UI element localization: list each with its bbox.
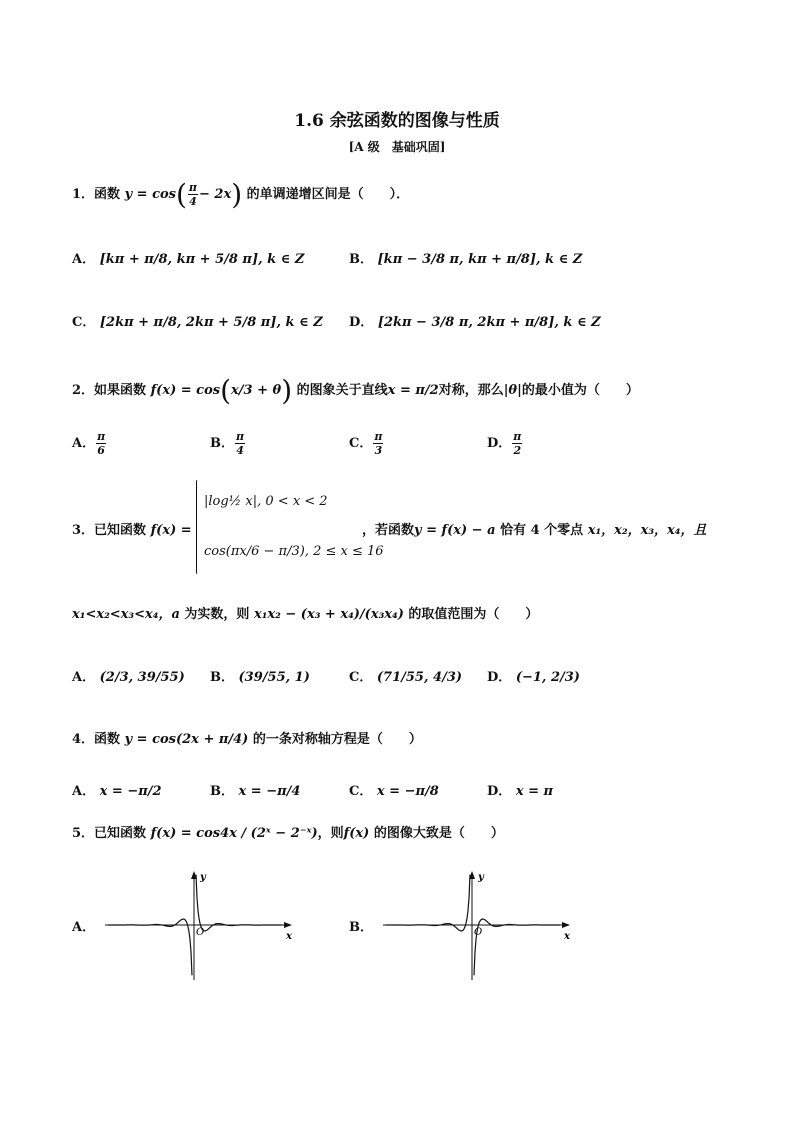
option-text: (39/55, 1) — [238, 670, 310, 685]
option-label: D． — [487, 436, 512, 451]
option-label: D． — [487, 784, 512, 799]
option-label: A． — [72, 436, 96, 451]
q1-option-c[interactable] — [72, 311, 323, 330]
q2-line: x = π/2 — [387, 383, 439, 398]
q2-option-b[interactable] — [210, 430, 246, 457]
y-axis-label: y — [200, 872, 206, 883]
option-label: C． — [349, 784, 373, 799]
q1-option-d[interactable] — [349, 311, 601, 330]
q3-zeros: x₁，x₂，x₃，x₄，且 — [587, 523, 707, 538]
q4-prefix: 4．函数 — [72, 732, 121, 747]
q2-abs: |θ| — [503, 383, 522, 398]
option-num: π — [513, 430, 522, 443]
option-text: [kπ + π/8, kπ + 5/8 π], k ∈ Z — [99, 252, 305, 267]
option-num: π — [374, 430, 383, 443]
q2-suffix1: 对称，那么 — [438, 383, 504, 398]
option-num: π — [97, 430, 106, 443]
x-axis-label: x — [286, 931, 292, 942]
q3-middle: ，若函数 — [362, 523, 415, 538]
option-label: A． — [72, 784, 96, 799]
question-3-line2 — [72, 603, 538, 622]
q5-fx: f(x) — [343, 826, 370, 841]
q4-func: y = cos(2x + π/4) — [124, 732, 249, 747]
q3-brace — [196, 480, 199, 574]
q3-order: x₁<x₂<x₃<x₄，a — [72, 607, 180, 622]
q4-option-c[interactable] — [349, 780, 439, 799]
option-label: A． — [72, 670, 96, 685]
option-text: x = −π/8 — [376, 784, 439, 799]
option-text: x = −π/2 — [99, 784, 162, 799]
q4-option-a[interactable] — [72, 780, 162, 799]
q3-case-1: |log½ x|, 0 < x < 2 — [204, 494, 328, 509]
q5-prefix: 5．已知函数 — [72, 826, 147, 841]
option-text: (−1, 2/3) — [515, 670, 580, 685]
option-label: C． — [349, 670, 373, 685]
x-axis-arrow — [284, 922, 292, 928]
option-text: [2kπ + π/8, 2kπ + 5/8 π], k ∈ Z — [99, 315, 323, 330]
q3-option-b[interactable] — [210, 666, 310, 685]
option-text: [2kπ − 3/8 π, 2kπ + π/8], k ∈ Z — [377, 315, 601, 330]
q2-suffix2: 的最小值为（ ） — [521, 383, 639, 398]
option-label: B． — [210, 436, 234, 451]
q2-arg: x/3 + θ — [231, 383, 282, 398]
option-num: π — [236, 430, 245, 443]
q3-gfunc: y = f(x) − a — [414, 523, 496, 538]
q1-option-a[interactable] — [72, 248, 304, 267]
q3-text2: 的取值范围为（ ） — [408, 607, 539, 622]
q3-expr: x₁x₂ − (x₃ + x₄)/(x₃x₄) — [253, 607, 404, 622]
y-axis-label: y — [478, 872, 484, 883]
option-text: (71/55, 4/3) — [376, 670, 463, 685]
question-3-line1 — [72, 519, 192, 538]
q1-arg-num: π — [188, 181, 197, 194]
q3-func: f(x) = — [150, 523, 192, 538]
question-4 — [72, 728, 422, 747]
q5-option-a-label[interactable]: A． — [72, 920, 96, 935]
q2-option-d[interactable] — [487, 430, 523, 457]
option-den: 2 — [513, 444, 522, 457]
q2-prefix: 2．如果函数 — [72, 383, 147, 398]
q2-option-c[interactable] — [349, 430, 384, 457]
option-text: x = −π/4 — [238, 784, 301, 799]
q4-option-d[interactable] — [487, 780, 553, 799]
q4-suffix: 的一条对称轴方程是（ ） — [252, 732, 422, 747]
option-label: D． — [349, 315, 374, 330]
q1-suffix: 的单调递增区间是（ ）． — [246, 187, 410, 202]
option-text: [kπ − 3/8 π, kπ + π/8], k ∈ Z — [377, 252, 583, 267]
question-1: 1．函数 y = cos( $\frac{\pi}{4}$ − 2x) 的单调递增区间是（ ）． — [72, 178, 410, 211]
option-label: C． — [72, 315, 96, 330]
q1-prefix: 1．函数 — [72, 187, 121, 202]
option-den: 3 — [374, 444, 383, 457]
question-2: 2．如果函数 f(x) = cos(x/3 + θ) 的图象关于直线x = π/2对称，那么|θ|的最小值为（ ） — [72, 374, 639, 407]
q2-option-a[interactable] — [72, 430, 107, 457]
question-5 — [72, 822, 504, 841]
q3-option-d[interactable] — [487, 666, 580, 685]
option-label: B． — [210, 670, 234, 685]
option-text: x = π — [515, 784, 554, 799]
q5-option-b-graph[interactable] — [378, 868, 578, 983]
q1-func: y = cos — [124, 187, 176, 202]
level-heading: [A 级 基础巩固] — [348, 140, 446, 154]
q1-option-b[interactable] — [349, 248, 582, 267]
q1-arg-den: 4 — [189, 195, 197, 208]
q1-arg-rest: − 2x — [198, 187, 232, 202]
q5-suffix: 的图像大致是（ ） — [373, 826, 504, 841]
option-text: (2/3, 39/55) — [99, 670, 185, 685]
q3-text1: 为实数，则 — [184, 607, 250, 622]
q4-option-b[interactable] — [210, 780, 300, 799]
q3-prefix: 3．已知函数 — [72, 523, 147, 538]
option-label: B． — [210, 784, 234, 799]
q2-middle: 的图象关于直线 — [296, 383, 388, 398]
page-title: 1.6 余弦函数的图像与性质 — [294, 111, 500, 131]
x-axis-label: x — [564, 931, 570, 942]
origin-label: O — [474, 927, 483, 938]
q5-func: f(x) = cos4x / (2ˣ − 2⁻ˣ) — [150, 826, 318, 841]
q5-middle: ，则 — [317, 826, 344, 841]
option-den: 4 — [236, 444, 244, 457]
q3-option-a[interactable] — [72, 666, 185, 685]
option-den: 6 — [97, 444, 105, 457]
x-axis-arrow — [562, 922, 570, 928]
q3-option-c[interactable] — [349, 666, 462, 685]
question-3-line1-tail — [362, 519, 706, 538]
q5-option-b-label[interactable]: B． — [349, 920, 373, 935]
option-label: B． — [349, 252, 373, 267]
origin-label: O — [196, 927, 205, 938]
q5-option-a-graph[interactable] — [100, 868, 300, 983]
option-label: C． — [349, 436, 373, 451]
q2-func: f(x) = cos — [150, 383, 221, 398]
q3-tail: 恰有 4 个零点 — [500, 523, 584, 538]
option-label: A． — [72, 252, 96, 267]
q3-case-2: cos(πx/6 − π/3), 2 ≤ x ≤ 16 — [204, 544, 384, 559]
option-label: D． — [487, 670, 512, 685]
